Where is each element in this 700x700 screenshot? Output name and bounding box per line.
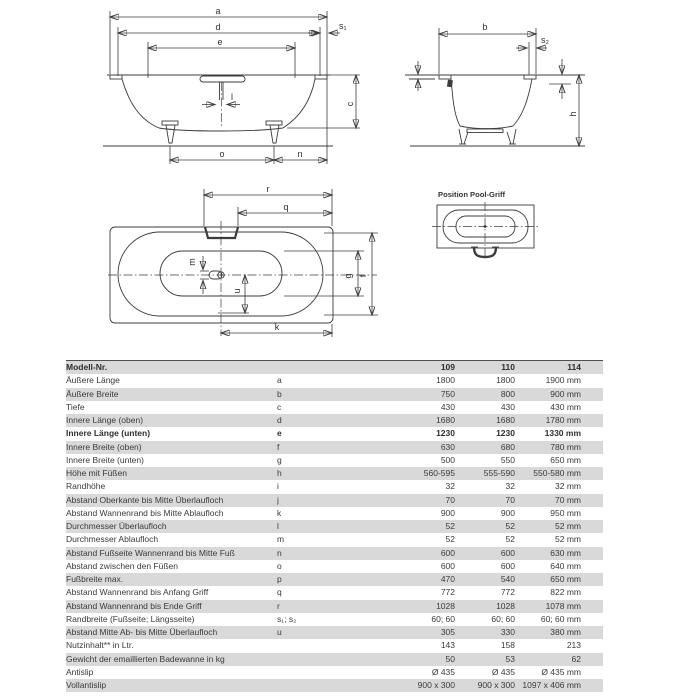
- dim-label-s2: s₂: [541, 35, 549, 45]
- value-110: 1680: [455, 414, 515, 427]
- dimension-u: [218, 275, 249, 313]
- table-row: [66, 613, 603, 626]
- pool-grip-diagram: [428, 185, 618, 285]
- value-114: 900 mm: [515, 388, 581, 401]
- value-110: 32: [505, 481, 515, 492]
- row-label: Abstand Oberkante bis Mitte Überlaufloch: [66, 494, 277, 507]
- grip-side-view: [200, 76, 245, 127]
- table-row: [66, 573, 603, 586]
- dim-label-c: c: [345, 101, 355, 107]
- row-label: Innere Länge (oben): [66, 414, 277, 427]
- row-label: Nutzinhalt** in Ltr.: [66, 640, 134, 651]
- value-109: 772: [440, 587, 455, 598]
- dimension-c: [287, 75, 360, 128]
- value-114: 70 mm: [515, 494, 581, 507]
- dim-label-r: r: [266, 184, 270, 194]
- row-pad: [581, 374, 603, 387]
- value-110: 600: [500, 560, 515, 571]
- value-109: 1800: [436, 375, 455, 386]
- value-109: Ø 435: [431, 666, 455, 677]
- value-109: 600: [335, 547, 455, 560]
- row-pad: [581, 560, 603, 573]
- header-letter: [277, 361, 335, 375]
- dim-letter: [277, 666, 335, 679]
- row-label: Antislip: [66, 666, 94, 677]
- value-114: 52 mm: [515, 520, 581, 533]
- value-110: 52: [455, 520, 515, 533]
- dim-label-l: l: [231, 92, 233, 102]
- dim-label-d: d: [215, 22, 221, 32]
- row-pad: [581, 520, 603, 533]
- dim-label-e: e: [217, 37, 223, 47]
- value-114: 1097 x 406 mm: [515, 679, 581, 692]
- value-114: 62: [515, 653, 581, 666]
- row-pad: [581, 494, 603, 507]
- dimension-o-n: [170, 146, 327, 164]
- dim-label-a: a: [215, 6, 221, 16]
- row-label: Durchmesser Ablaufloch: [66, 534, 159, 545]
- row-pad: [581, 441, 603, 454]
- row-label: Innere Breite (unten): [66, 454, 144, 465]
- value-114: 60; 60 mm: [540, 613, 581, 624]
- row-pad: [581, 600, 603, 613]
- value-109: 52: [335, 520, 455, 533]
- bathtub-feet-end: [410, 129, 585, 146]
- row-pad: [581, 679, 603, 692]
- value-109: 1230: [436, 428, 455, 439]
- row-pad: [581, 388, 603, 401]
- row-pad: [581, 414, 603, 427]
- row-pad: [581, 586, 603, 599]
- dim-letter: j: [277, 494, 335, 507]
- row-label: Abstand Fußseite Wannenrand bis Mitte Fuß: [66, 547, 277, 560]
- row-pad: [581, 547, 603, 560]
- dim-letter: r: [277, 600, 335, 613]
- header-label: Modell-Nr.: [66, 361, 277, 375]
- bathtub-side-outline: [107, 75, 330, 131]
- dim-letter: n: [277, 547, 335, 560]
- value-109: 900 x 300: [335, 679, 455, 692]
- value-109: 560-595: [335, 467, 455, 480]
- spec-table: [66, 360, 603, 692]
- table-row: [66, 441, 603, 454]
- value-110: 1028: [455, 600, 515, 613]
- value-110: 900 x 300: [455, 679, 515, 692]
- row-pad: [581, 533, 603, 546]
- dimension-g: [284, 251, 364, 296]
- dim-letter: e: [277, 428, 282, 439]
- dim-letter: u: [277, 626, 335, 639]
- row-label: Abstand Mitte Ab- bis Mitte Überlaufloch: [66, 626, 277, 639]
- value-110: 1800: [496, 375, 515, 386]
- dim-label-k: k: [274, 322, 280, 332]
- row-label: Abstand Wannenrand bis Mitte Ablaufloch: [66, 507, 224, 518]
- value-114: Ø 435 mm: [541, 666, 581, 677]
- value-114: 822 mm: [550, 587, 581, 598]
- end-view-diagram: [395, 5, 595, 177]
- dim-label-f: f: [358, 274, 368, 278]
- dim-letter: [277, 653, 335, 666]
- table-row: [66, 626, 603, 639]
- row-label: Höhe mit Füßen: [66, 467, 277, 480]
- value-114: 550-580 mm: [515, 467, 581, 480]
- dim-letter: [277, 639, 335, 652]
- row-label: Innere Breite (oben): [66, 441, 277, 454]
- table-row: [66, 533, 603, 546]
- value-110: 550: [500, 454, 515, 465]
- row-pad: [581, 626, 603, 639]
- table-row: [66, 454, 603, 467]
- table-row: [66, 560, 603, 573]
- table-row: [66, 547, 603, 560]
- dim-letter: d: [277, 414, 335, 427]
- row-pad: [581, 507, 603, 520]
- dim-letter: h: [277, 467, 335, 480]
- row-label: Gewicht der emaillierten Badewanne in kg: [66, 653, 277, 666]
- dimension-s2: [516, 35, 550, 75]
- value-114: 430 mm: [550, 401, 581, 412]
- value-109: 600: [440, 560, 455, 571]
- table-row: [66, 414, 603, 427]
- value-114: 630 mm: [515, 547, 581, 560]
- header-col-110: 110: [455, 361, 515, 375]
- value-109: 60; 60: [431, 613, 455, 624]
- dim-letter: p: [277, 573, 335, 586]
- row-pad: [581, 573, 603, 586]
- value-109: 50: [335, 653, 455, 666]
- value-110: 680: [455, 441, 515, 454]
- dim-letter: q: [277, 587, 282, 598]
- value-110: 70: [455, 494, 515, 507]
- row-pad: [581, 480, 603, 493]
- value-114: 32 mm: [555, 481, 581, 492]
- dim-label-m: m: [187, 258, 197, 266]
- dim-letter: c: [277, 401, 282, 412]
- value-109: 430: [440, 401, 455, 412]
- value-109: 900: [440, 507, 455, 518]
- dimension-k: [221, 322, 332, 337]
- dim-letter: [277, 679, 335, 692]
- row-label: Abstand zwischen den Füßen: [66, 560, 178, 571]
- table-row: [66, 374, 603, 387]
- value-110: 53: [455, 653, 515, 666]
- value-110: 600: [455, 547, 515, 560]
- value-110: 52: [505, 534, 515, 545]
- value-114: 380 mm: [515, 626, 581, 639]
- row-label: Tiefe: [66, 401, 85, 412]
- row-pad: [581, 639, 603, 652]
- value-109: 630: [335, 441, 455, 454]
- dim-label-s1: s₁: [339, 21, 347, 31]
- row-label: Innere Länge (unten): [66, 428, 151, 439]
- row-label: Fußbreite max.: [66, 573, 277, 586]
- dim-label-h: h: [568, 111, 578, 117]
- center-mark: [484, 225, 487, 228]
- value-114: 650 mm: [550, 454, 581, 465]
- header-col-109: 109: [335, 361, 455, 375]
- value-109: 32: [445, 481, 455, 492]
- row-pad: [581, 467, 603, 480]
- spec-table-body: [66, 361, 603, 693]
- dim-letter: o: [277, 560, 282, 571]
- table-row: [66, 666, 603, 679]
- header-col-114: 114: [515, 361, 581, 375]
- value-114: 1780 mm: [515, 414, 581, 427]
- table-row: [66, 401, 603, 414]
- value-109: 1680: [335, 414, 455, 427]
- table-row: [66, 653, 603, 666]
- plan-view-diagram: [75, 178, 405, 350]
- bathtub-feet-side: [103, 121, 333, 146]
- dim-letter: l: [277, 520, 335, 533]
- value-114: 1078 mm: [515, 600, 581, 613]
- value-114: 213: [566, 640, 581, 651]
- value-109: 470: [335, 573, 455, 586]
- table-row: [66, 467, 603, 480]
- value-114: 650 mm: [515, 573, 581, 586]
- table-row: [66, 679, 603, 692]
- value-114: 640 mm: [550, 560, 581, 571]
- dim-letter: b: [277, 388, 335, 401]
- dim-letter: g: [277, 454, 282, 465]
- row-pad: [581, 613, 603, 626]
- value-110: 772: [500, 587, 515, 598]
- dim-letter: k: [277, 507, 282, 518]
- dim-letter: f: [277, 441, 335, 454]
- table-row: [66, 507, 603, 520]
- table-row: [66, 639, 603, 652]
- row-pad: [581, 427, 603, 440]
- value-109: 305: [335, 626, 455, 639]
- dim-letter: a: [277, 375, 282, 386]
- value-109: 500: [440, 454, 455, 465]
- value-110: 60; 60: [491, 613, 515, 624]
- bathtub-end-outline: [405, 75, 585, 129]
- row-pad: [581, 401, 603, 414]
- value-110: 800: [455, 388, 515, 401]
- row-pad: [581, 653, 603, 666]
- dimension-h: [568, 75, 579, 146]
- value-110: 540: [455, 573, 515, 586]
- row-label: Äußere Länge: [66, 375, 120, 386]
- value-110: Ø 435: [491, 666, 515, 677]
- side-view-diagram: [55, 5, 375, 177]
- row-label: Randhöhe: [66, 481, 106, 492]
- row-label: Randbreite (Fußseite; Längsseite): [66, 613, 195, 624]
- value-109: 70: [335, 494, 455, 507]
- dim-label-g: g: [343, 273, 353, 279]
- row-label: Äußere Breite: [66, 388, 277, 401]
- dimension-overflow-offset: [549, 59, 571, 99]
- dimension-r: [204, 184, 332, 226]
- table-row: [66, 494, 603, 507]
- row-pad: [581, 454, 603, 467]
- value-110: 430: [500, 401, 515, 412]
- table-row: [66, 388, 603, 401]
- dim-label-q: q: [283, 202, 289, 212]
- value-114: 1900 mm: [545, 375, 581, 386]
- value-110: 330: [455, 626, 515, 639]
- value-114: 1330 mm: [544, 428, 581, 439]
- grip-plan-view: [205, 227, 238, 238]
- dim-letter: i: [277, 481, 279, 492]
- row-label: Vollantislip: [66, 679, 277, 692]
- dim-letter: m: [277, 534, 285, 545]
- value-109: 52: [445, 534, 455, 545]
- value-109: 750: [335, 388, 455, 401]
- header-pad: [581, 361, 603, 375]
- value-110: 900: [500, 507, 515, 518]
- dim-letter: s₁; s₂: [277, 613, 297, 624]
- row-label: Durchmesser Überlaufloch: [66, 520, 277, 533]
- dim-label-b: b: [482, 22, 488, 32]
- table-header-row: [66, 361, 603, 375]
- table-row: [66, 586, 603, 599]
- row-label: Abstand Wannenrand bis Ende Griff: [66, 600, 277, 613]
- value-114: 780 mm: [515, 441, 581, 454]
- dim-label-o: o: [219, 149, 225, 159]
- value-114: 52 mm: [555, 534, 581, 545]
- row-pad: [581, 666, 603, 679]
- table-row: [66, 427, 603, 440]
- dim-label-u: u: [232, 288, 242, 294]
- value-110: 158: [500, 640, 515, 651]
- bathtub-plan-outline: [108, 221, 377, 336]
- value-110: 1230: [496, 428, 515, 439]
- value-114: 950 mm: [550, 507, 581, 518]
- row-label: Abstand Wannenrand bis Anfang Griff: [66, 587, 209, 598]
- table-row: [66, 600, 603, 613]
- value-109: 1028: [335, 600, 455, 613]
- pool-grip-outline: [432, 202, 539, 258]
- table-row: [66, 520, 603, 533]
- pool-grip-title: Position Pool-Griff: [438, 190, 506, 199]
- value-110: 555-590: [455, 467, 515, 480]
- value-109: 143: [440, 640, 455, 651]
- dimension-e: [148, 37, 295, 78]
- dim-label-n: n: [297, 149, 303, 159]
- dimension-q: [238, 202, 332, 226]
- table-row: [66, 480, 603, 493]
- spec-table-section: [66, 360, 603, 692]
